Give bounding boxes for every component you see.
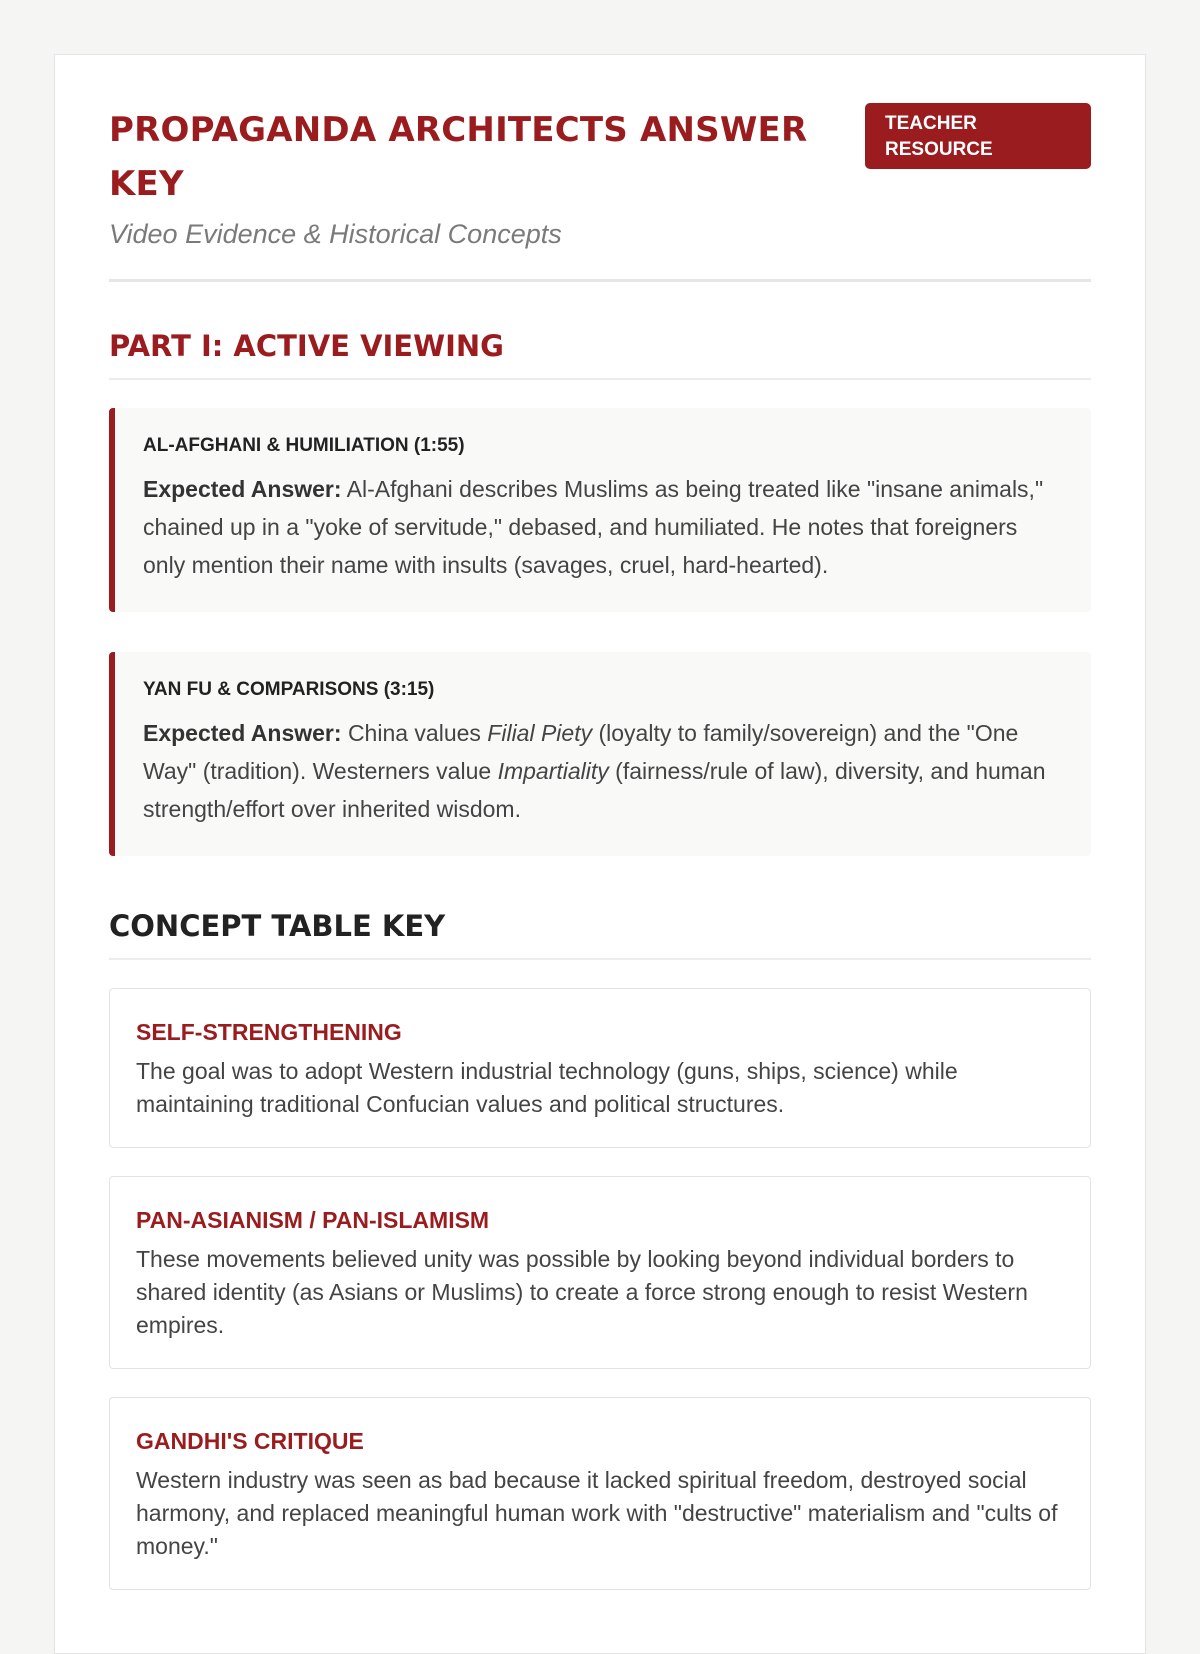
concept-card-pan-asianism xyxy=(109,1176,1091,1369)
answer-label: Expected Answer: xyxy=(143,720,342,746)
answer-text-part: (loyalty to family/sovereign) and the "One Way" (tradition). Westerners value xyxy=(143,720,1019,784)
answer-text-part: (fairness/rule of law), diversity, and human strength/effort over inherited wisdom. xyxy=(143,758,1046,822)
concept-term: PAN-ASIANISM / PAN-ISLAMISM xyxy=(136,1207,490,1233)
qa-label: AL-AFGHANI & HUMILIATION (1:55) xyxy=(143,435,465,456)
answer-text-part: China values xyxy=(347,720,488,746)
answer-term-impartiality: Impartiality xyxy=(497,758,609,784)
page-subtitle: Video Evidence & Historical Concepts xyxy=(109,219,562,249)
answer-term-filial-piety: Filial Piety xyxy=(487,720,593,746)
section-title-concept-table: CONCEPT TABLE KEY xyxy=(109,908,1091,960)
qa-answer xyxy=(143,714,1065,828)
concept-definition: These movements believed unity was possible by looking beyond individual borders to shared identity (as Asians or Muslims) to create a force strong enough to resist Western empires. xyxy=(136,1246,1028,1338)
section-title-active-viewing: PART I: ACTIVE VIEWING xyxy=(109,328,1091,380)
answer-key-page xyxy=(54,54,1146,1654)
concept-card-gandhi-critique xyxy=(109,1397,1091,1590)
concept-term: GANDHI'S CRITIQUE xyxy=(136,1428,364,1454)
concept-card-self-strengthening xyxy=(109,988,1091,1148)
answer-text: Al-Afghani describes Muslims as being treated like "insane animals," chained up in a "yoke of servitude," debased, and humiliated. He notes that foreigners only mention their name with insults (savages, cruel, hard-hearted). xyxy=(143,476,1044,578)
concept-definition: Western industry was seen as bad because it lacked spiritual freedom, destroyed social harmony, and replaced meaningful human work with "destructive" materialism and "cults of money." xyxy=(136,1467,1058,1559)
qa-label: YAN FU & COMPARISONS (3:15) xyxy=(143,679,435,700)
concept-definition: The goal was to adopt Western industrial technology (guns, ships, science) while maintaining traditional Confucian values and political structures. xyxy=(136,1058,958,1117)
concept-term: SELF-STRENGTHENING xyxy=(136,1019,402,1045)
qa-answer xyxy=(143,470,1065,584)
qa-card-al-afghani xyxy=(109,408,1091,612)
document-header xyxy=(109,103,1091,282)
qa-card-yan-fu xyxy=(109,652,1091,856)
answer-label: Expected Answer: xyxy=(143,476,342,502)
page-title: PROPAGANDA ARCHITECTS ANSWER KEY xyxy=(109,110,808,204)
teacher-resource-badge: TEACHER RESOURCE xyxy=(865,103,1091,169)
